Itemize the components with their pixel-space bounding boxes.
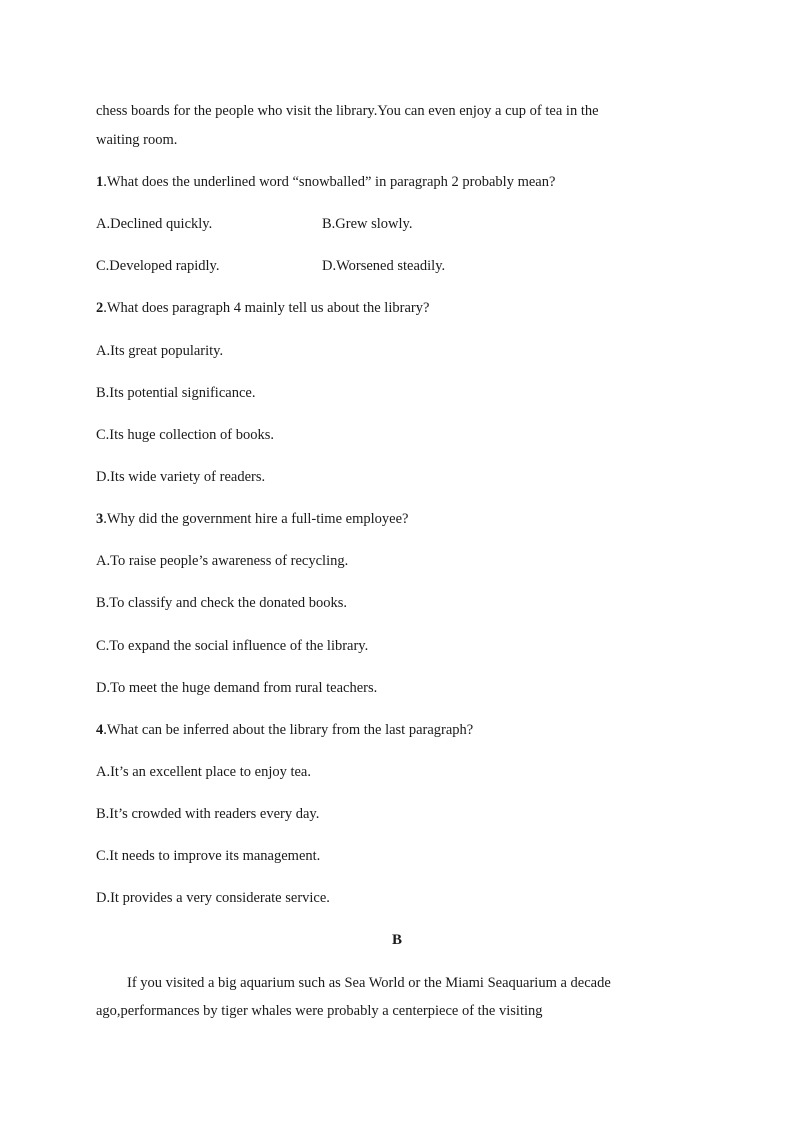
question-number: 1 [96, 174, 104, 190]
question-4-option-c: C.It needs to improve its management. [96, 848, 321, 864]
question-2-option-c: C.Its huge collection of books. [96, 427, 275, 443]
question-2-option-a: A.Its great popularity. [96, 343, 224, 359]
option-d: D.Worsened steadily. [322, 258, 446, 274]
question-3-option-b: B.To classify and check the donated books. [96, 595, 348, 611]
question-text: .What does paragraph 4 mainly tell us about the library? [103, 300, 430, 316]
question-4-option-a: A.It’s an excellent place to enjoy tea. [96, 764, 311, 780]
question-3-option-c: C.To expand the social influence of the library. [96, 638, 369, 654]
option-c: C.Developed rapidly. [96, 258, 220, 274]
question-3-option-d: D.To meet the huge demand from rural teachers. [96, 680, 378, 696]
question-number: 3 [96, 511, 104, 527]
section-b-line-2: ago,performances by tiger whales were probably a centerpiece of the visiting [96, 1003, 543, 1019]
question-1-options-row-2 [96, 256, 674, 276]
question-text: .What can be inferred about the library from the last paragraph? [103, 722, 474, 738]
question-1-stem [96, 172, 674, 192]
intro-line-2: waiting room. [96, 132, 178, 148]
question-2-option-d: D.Its wide variety of readers. [96, 469, 266, 485]
question-3-stem [96, 509, 674, 529]
question-number: 4 [96, 722, 104, 738]
question-4-option-d: D.It provides a very considerate service. [96, 890, 330, 906]
question-3-option-a: A.To raise people’s awareness of recycling. [96, 553, 349, 569]
section-b-line-1: If you visited a big aquarium such as Sea World or the Miami Seaquarium a decade [127, 975, 611, 991]
section-b-title: B [391, 932, 402, 948]
question-number: 2 [96, 300, 104, 316]
option-b: B.Grew slowly. [322, 216, 413, 232]
question-4-option-b: B.It’s crowded with readers every day. [96, 806, 320, 822]
question-2-option-b: B.Its potential significance. [96, 385, 256, 401]
option-a: A.Declined quickly. [96, 216, 213, 232]
question-1-options-row-1 [96, 214, 674, 234]
question-text: .What does the underlined word “snowballed” in paragraph 2 probably mean? [103, 174, 556, 190]
intro-line-1: chess boards for the people who visit the library.You can even enjoy a cup of tea in the [96, 103, 599, 119]
question-4-stem [96, 720, 674, 740]
question-text: .Why did the government hire a full-time employee? [103, 511, 409, 527]
question-2-stem [96, 298, 674, 318]
